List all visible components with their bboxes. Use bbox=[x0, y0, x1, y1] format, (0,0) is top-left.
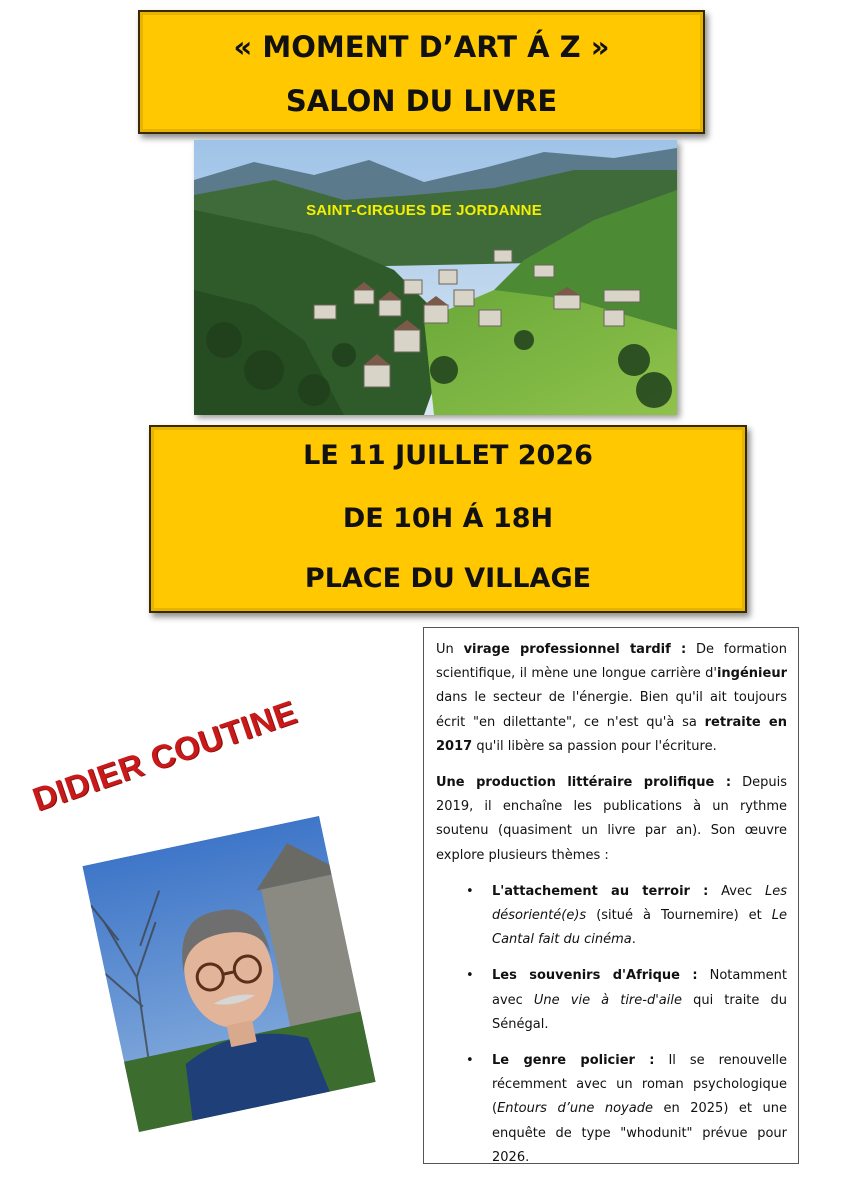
bio-paragraph-career: Un virage professionnel tardif : De formation scientifique, il mène une longue carrière d'ingénieur dans le secteur de l'énergie. Bien qu'il ait toujours écrit "en dilettante", ce n'est qu'à sa retraite en 2017 qu'il libère sa passion pour l'écriture. bbox=[436, 642, 787, 754]
village-photo bbox=[194, 140, 677, 415]
date-banner bbox=[149, 425, 747, 613]
event-title: « MOMENT D’ART Á Z » bbox=[233, 30, 610, 64]
bio-paragraph-production: Une production littéraire prolifique : Depuis 2019, il enchaîne les publications à un rythme soutenu (quasiment un livre par an). Son œuvre explore plusieurs thèmes : bbox=[436, 775, 787, 863]
author-photo bbox=[82, 816, 375, 1132]
author-name: DIDIER COUTINE bbox=[27, 693, 302, 819]
village-landscape-illustration bbox=[194, 140, 677, 415]
event-date: LE 11 JUILLET 2026 bbox=[303, 440, 593, 471]
author-bio bbox=[423, 627, 799, 1164]
list-item: • Le genre policier : Il se renouvelle récemment avec un roman psychologique (Entours d’une noyade en 2025) et une enquête de type "whodunit" prévue pour 2026. bbox=[492, 1049, 787, 1170]
event-subtitle: SALON DU LIVRE bbox=[285, 84, 558, 118]
list-item: • L'attachement au terroir : Avec Les désorienté(e)s (situé à Tournemire) et Le Cantal fait du cinéma. bbox=[492, 880, 787, 953]
event-location: PLACE DU VILLAGE bbox=[304, 563, 592, 594]
village-name-label: SAINT-CIRGUES DE JORDANNE bbox=[306, 202, 542, 219]
themes-list bbox=[436, 880, 787, 1170]
list-item: • Les souvenirs d'Afrique : Notamment avec Une vie à tire-d'aile qui traite du Sénégal. bbox=[492, 964, 787, 1037]
title-banner bbox=[138, 10, 705, 134]
event-hours: DE 10H Á 18H bbox=[342, 503, 554, 534]
author-portrait-illustration bbox=[82, 816, 375, 1132]
